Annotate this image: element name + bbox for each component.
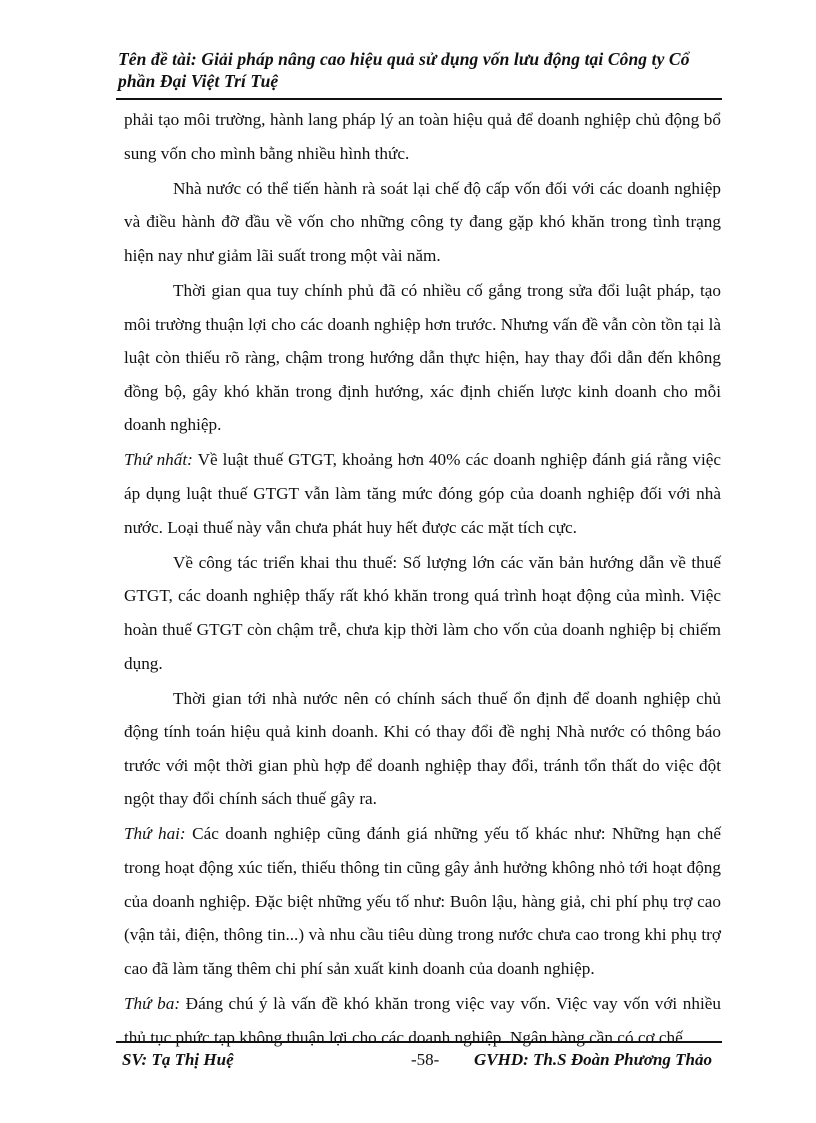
paragraph-6-text: Thời gian tới nhà nước nên có chính sách thuế ổn định để doanh nghiệp chủ động tính toán hiệu quả kinh doanh. Khi có thay đổi đề nghị Nhà nước có thông báo trước với một thời gian phù hợp để doanh nghiệp thay đổi, tránh tổn thất do việc đột ngột thay đổi chính sách thuế gây ra. bbox=[124, 688, 721, 809]
footer-student: SV: Tạ Thị Huệ bbox=[122, 1050, 234, 1069]
footer-advisor: GVHD: Th.S Đoàn Phương Thảo bbox=[474, 1050, 712, 1069]
footer-page-number: -58- bbox=[411, 1050, 440, 1069]
paragraph-8-lead: Thứ ba: bbox=[124, 993, 181, 1013]
paragraph-5 bbox=[124, 546, 721, 680]
paragraph-3 bbox=[124, 274, 721, 442]
paragraph-1-text: phải tạo môi trường, hành lang pháp lý an toàn hiệu quả để doanh nghiệp chủ động bổ sung vốn cho mình bằng nhiều hình thức. bbox=[124, 110, 721, 163]
paragraph-6 bbox=[124, 682, 721, 816]
paragraph-2-text: Nhà nước có thể tiến hành rà soát lại chế độ cấp vốn đối với các doanh nghiệp và điều hành đỡ đầu về vốn cho những công ty đang gặp khó khăn trong tình trạng hiện nay như giảm lãi suất trong một vài năm. bbox=[124, 178, 721, 265]
paragraph-1 bbox=[124, 103, 721, 170]
paragraph-2 bbox=[124, 172, 721, 273]
paragraph-7-text: Các doanh nghiệp cũng đánh giá những yếu tố khác như: Những hạn chế trong hoạt động xúc tiến, thiếu thông tin cũng gây ảnh hưởng không nhỏ tới hoạt động của doanh nghiệp. Đặc biệt những yếu tố như: Buôn lậu, hàng giả, chi phí phụ trợ cao (vận tải, điện, thông tin...) và nhu cầu tiêu dùng trong nước chưa cao trong khi phụ trợ cao đã làm tăng thêm chi phí sản xuất kinh doanh của doanh nghiệp. bbox=[124, 824, 721, 978]
paragraph-7 bbox=[124, 817, 721, 985]
footer-divider bbox=[116, 1041, 722, 1043]
header-divider bbox=[116, 98, 722, 100]
paragraph-4-text: Về luật thuế GTGT, khoảng hơn 40% các doanh nghiệp đánh giá rằng việc áp dụng luật thuế GTGT vẫn làm tăng mức đóng góp của doanh nghiệp đối với nhà nước. Loại thuế này vẫn chưa phát huy hết được các mặt tích cực. bbox=[124, 450, 721, 537]
paragraph-5-text: Về công tác triển khai thu thuế: Số lượng lớn các văn bản hướng dẫn về thuế GTGT, các doanh nghiệp thấy rất khó khăn trong quá trình hoạt động của mình. Việc hoàn thuế GTGT còn chậm trễ, chưa kịp thời làm cho vốn của doanh nghiệp bị chiếm dụng. bbox=[124, 552, 721, 673]
paragraph-7-lead: Thứ hai: bbox=[124, 824, 186, 844]
paragraph-4-lead: Thứ nhất: bbox=[124, 450, 193, 470]
page-header-title: Tên đề tài: Giải pháp nâng cao hiệu quả sử dụng vốn lưu động tại Công ty Cổ phần Đại Việt Trí Tuệ bbox=[118, 49, 690, 91]
paragraph-8 bbox=[124, 987, 721, 1054]
paragraph-3-text: Thời gian qua tuy chính phủ đã có nhiều cố gắng trong sửa đổi luật pháp, tạo môi trường thuận lợi cho các doanh nghiệp hơn trước. Nhưng vấn đề vẫn còn tồn tại là luật còn thiếu rõ ràng, chậm trong hướng dẫn thực hiện, hay thay đổi dẫn đến không đồng bộ, gây khó khăn trong định hướng, xác định chiến lược kinh doanh cho mỗi doanh nghiệp. bbox=[124, 280, 721, 435]
paragraph-4 bbox=[124, 443, 721, 544]
paragraph-8-text: Đáng chú ý là vấn đề khó khăn trong việc vay vốn. Việc vay vốn với nhiều thủ tục phức tạp không thuận lợi cho các doanh nghiệp. Ngân hàng cần có cơ chế bbox=[124, 993, 721, 1047]
page-body bbox=[124, 103, 721, 1054]
